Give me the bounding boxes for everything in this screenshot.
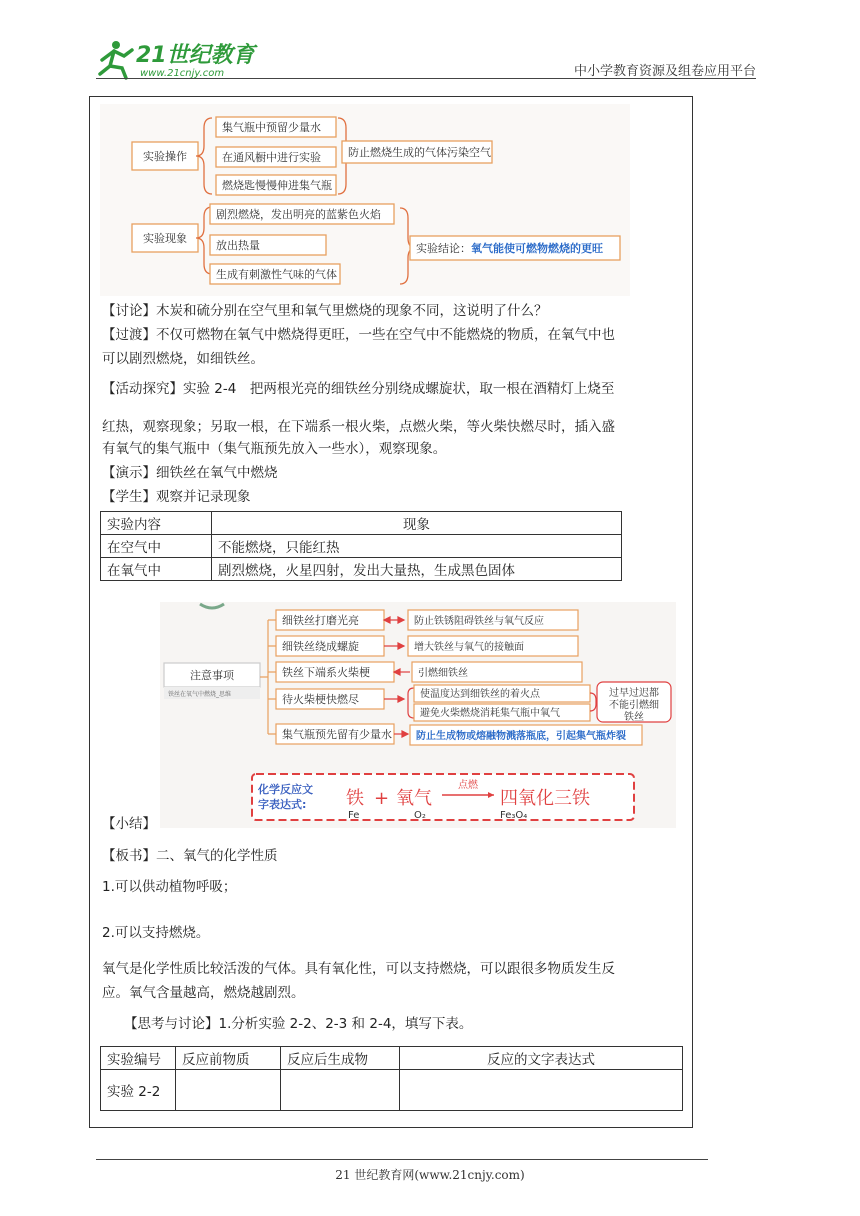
formula-condition: 点燃	[458, 780, 478, 791]
table1-cell: 剧烈燃烧，火星四射，发出大量热，生成黑色固体	[212, 558, 622, 581]
think-text: 【思考与讨论】1.分析实验 2-2、2-3 和 2-4，填写下表。	[124, 1016, 473, 1032]
note-line-3: 铁丝	[624, 712, 644, 723]
summary-text: 【小结】	[102, 816, 156, 832]
center-label: 注意事项	[190, 669, 234, 682]
table2-cell	[400, 1070, 683, 1111]
footer-divider	[96, 1159, 708, 1160]
formula-product: 四氧化三铁	[500, 788, 590, 809]
formula-reactant-1: 铁	[346, 788, 364, 809]
table1-header-content: 实验内容	[101, 512, 212, 535]
svg-text:实验结论：氧气能使可燃物燃烧的更旺	[416, 241, 603, 255]
conclusion-text: 氧气能使可燃物燃烧的更旺	[471, 242, 603, 255]
table2-header: 反应前物质	[176, 1047, 281, 1070]
observation-table	[100, 511, 622, 581]
reason-1: 防止铁锈阻碍铁丝与氧气反应	[414, 616, 544, 627]
op-1: 集气瓶中预留少量水	[222, 121, 321, 134]
table2-cell	[176, 1070, 281, 1111]
wait-reason-2: 避免火柴燃烧消耗集气瓶中氧气	[420, 708, 560, 719]
op-3: 燃烧匙慢慢伸进集气瓶	[222, 179, 332, 192]
logo-text: 21世纪教育	[136, 43, 255, 68]
item-2: 细铁丝绕成螺旋	[282, 640, 359, 653]
table1-cell: 不能燃烧，只能红热	[212, 535, 622, 558]
item-3: 铁丝下端系火柴梗	[282, 666, 370, 679]
table2-header: 实验编号	[101, 1047, 176, 1070]
formula-title-1: 化学反应文	[258, 783, 313, 796]
ops-label: 实验操作	[143, 150, 187, 163]
transition-text-2: 可以剧烈燃烧，如细铁丝。	[102, 351, 264, 367]
obs-3: 生成有刺激性气味的气体	[216, 268, 337, 281]
table2-cell	[281, 1070, 400, 1111]
ops-result: 防止燃烧生成的气体污染空气	[348, 146, 491, 159]
center-sub-label: 铁丝在氧气中燃烧_思维	[168, 691, 232, 698]
sulfur-mindmap	[100, 104, 630, 296]
table1-cell: 在氧气中	[101, 558, 212, 581]
site-logo	[96, 38, 266, 82]
table1-header-phenomenon: 现象	[212, 512, 622, 535]
formula-sym-3: Fe₃O₄	[500, 810, 528, 821]
logo-url: www.21cnjy.com	[140, 68, 225, 79]
demo-text: 【演示】细铁丝在氧气中燃烧	[102, 465, 278, 481]
oxygen-text-2: 应。氧气含量越高，燃烧越剧烈。	[102, 985, 305, 1001]
obs-1: 剧烈燃烧，发出明亮的蓝紫色火焰	[216, 208, 381, 221]
activity-text-1: 【活动探究】实验 2-4 把两根光亮的细铁丝分别绕成螺旋状，取一根在酒精灯上烧至	[102, 381, 615, 397]
reason-3: 引燃细铁丝	[418, 668, 468, 679]
activity-text-3: 有氧气的集气瓶中（集气瓶预先放入一些水），观察现象。	[102, 441, 447, 457]
board-text: 【板书】二、氧气的化学性质	[102, 848, 278, 864]
op-2: 在通风橱中进行实验	[222, 151, 321, 164]
oxygen-text-1: 氧气是化学性质比较活泼的气体。具有氧化性，可以支持燃烧，可以跟很多物质发生反	[102, 961, 615, 977]
formula-plus: +	[374, 788, 390, 809]
table2-cell: 实验 2-2	[101, 1070, 176, 1111]
header-divider	[96, 78, 756, 79]
water-reason: 防止生成物或熔融物溅落瓶底，引起集气瓶炸裂	[416, 731, 626, 742]
reason-2: 增大铁丝与氧气的接触面	[414, 642, 524, 653]
formula-reactant-2: 氧气	[396, 788, 432, 809]
point-2: 2.可以支持燃烧。	[102, 925, 210, 941]
note-line-2: 不能引燃细	[609, 700, 659, 711]
runner-icon	[100, 41, 132, 78]
wait-reason-1: 使温度达到细铁丝的着火点	[420, 689, 540, 700]
footer-text: 21 世纪教育网(www.21cnjy.com)	[335, 1168, 525, 1182]
obs-label: 实验现象	[143, 232, 187, 245]
activity-text-2: 红热，观察现象；另取一根，在下端系一根火柴，点燃火柴，等火柴快燃尽时，插入盛	[102, 419, 615, 435]
item-4: 待火柴梗快燃尽	[282, 693, 359, 706]
transition-text-1: 【过渡】不仅可燃物在氧气中燃烧得更旺，一些在空气中不能燃烧的物质，在氧气中也	[102, 327, 615, 343]
student-text: 【学生】观察并记录现象	[102, 489, 251, 505]
conclusion-prefix: 实验结论：	[416, 242, 471, 255]
platform-title: 中小学教育资源及组卷应用平台	[573, 64, 756, 79]
note-line-1: 过早过迟都	[609, 688, 659, 699]
item-5: 集气瓶预先留有少量水	[282, 728, 392, 741]
point-1: 1.可以供动植物呼吸；	[102, 879, 237, 895]
formula-sym-2: O₂	[414, 810, 426, 821]
obs-2: 放出热量	[216, 239, 260, 252]
discussion-text: 【讨论】木炭和硫分别在空气里和氧气里燃烧的现象不同，这说明了什么？	[102, 303, 548, 319]
reaction-table	[100, 1046, 683, 1111]
table2-header: 反应后生成物	[281, 1047, 400, 1070]
table2-header: 反应的文字表达式	[400, 1047, 683, 1070]
formula-title-2: 字表达式:	[258, 798, 307, 811]
item-1: 细铁丝打磨光亮	[282, 614, 359, 627]
iron-wire-mindmap	[160, 602, 676, 828]
word-equation	[252, 774, 634, 821]
table1-cell: 在空气中	[101, 535, 212, 558]
formula-sym-1: Fe	[348, 810, 360, 821]
